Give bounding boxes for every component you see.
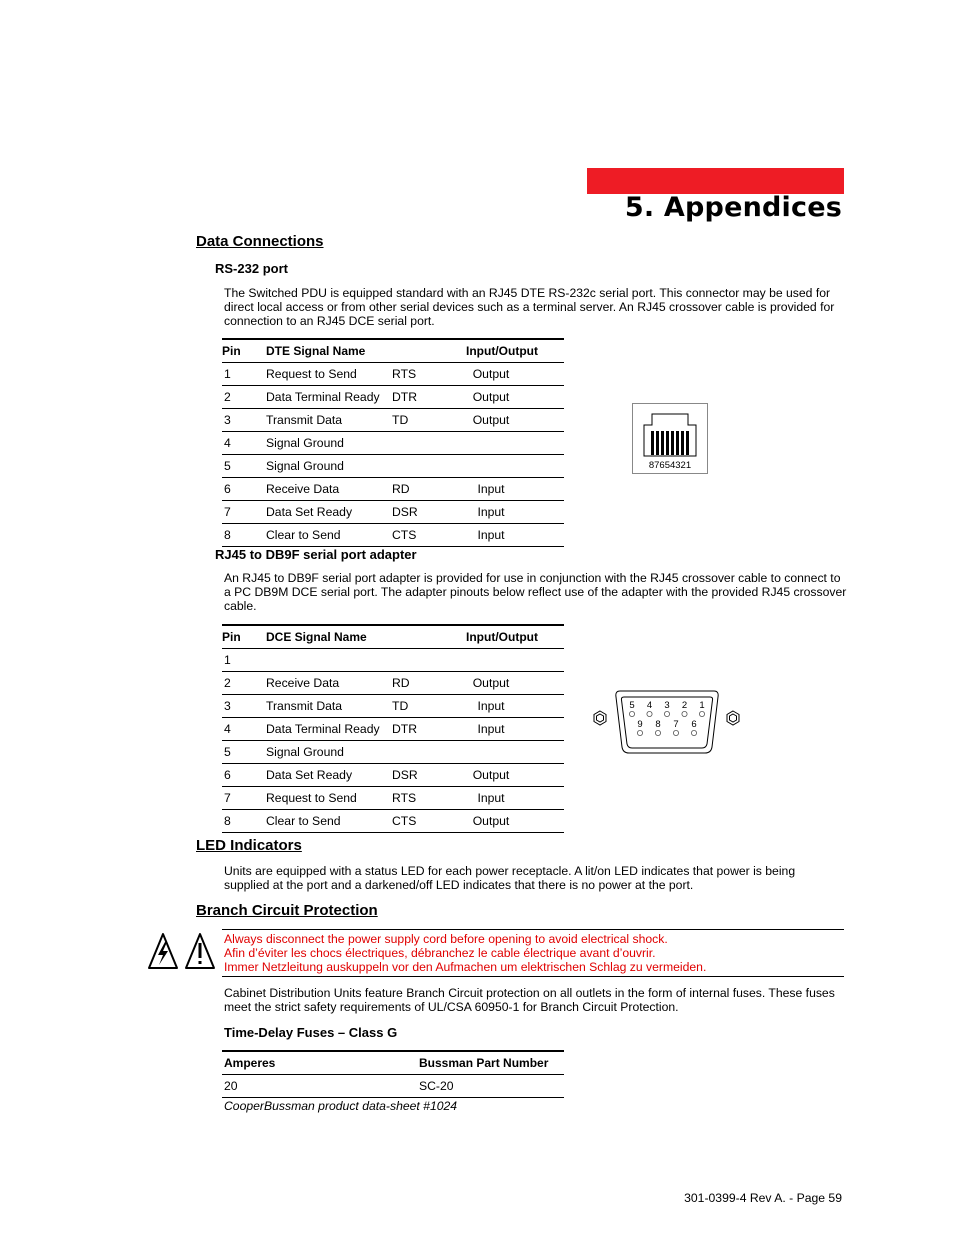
table-row — [222, 695, 564, 718]
cell-direction: Input — [448, 787, 564, 810]
cell-pin: 1 — [222, 363, 266, 386]
warning-bottom-rule — [222, 976, 844, 977]
cell-pin: 4 — [222, 718, 266, 741]
table-header-row — [222, 1051, 564, 1075]
table-row — [222, 718, 564, 741]
table-header-row — [222, 625, 564, 649]
cell-pin: 2 — [222, 386, 266, 409]
header-signal-name: DCE Signal Name — [266, 625, 392, 649]
header-amperes: Amperes — [222, 1051, 419, 1075]
db9-pin-hole — [682, 711, 687, 716]
cell-signal-name: Receive Data — [266, 478, 392, 501]
cell-signal-name: Signal Ground — [266, 432, 392, 455]
db9-connector-icon — [588, 688, 746, 756]
header-pin: Pin — [222, 339, 266, 363]
cell-pin: 1 — [222, 649, 266, 672]
rj45-pin-contact — [671, 431, 674, 455]
table-row — [222, 501, 564, 524]
table-header-row — [222, 339, 564, 363]
chapter-title: 5. Appendices — [624, 192, 842, 223]
cell-pin: 5 — [222, 455, 266, 478]
cell-signal-name: Data Set Ready — [266, 764, 392, 787]
cell-signal-name: Data Terminal Ready — [266, 718, 392, 741]
warning-line-french: Afin d’éviter les chocs électriques, débranchez le cable électrique avant d’ouvrir. — [224, 946, 656, 961]
table-row — [222, 741, 564, 764]
cell-direction: Input — [448, 501, 564, 524]
table-row — [222, 524, 564, 547]
warning-shock-icon — [147, 932, 217, 972]
cell-pin: 3 — [222, 695, 266, 718]
cell-abbrev: CTS — [392, 810, 448, 833]
cell-direction — [448, 432, 564, 455]
cell-abbrev: CTS — [392, 524, 448, 547]
cell-signal-name: Request to Send — [266, 787, 392, 810]
fuse-datasheet-note: CooperBussman product data-sheet #1024 — [224, 1099, 458, 1113]
cell-abbrev: RD — [392, 478, 448, 501]
db9-pin-hole — [664, 711, 669, 716]
cell-signal-name: Receive Data — [266, 672, 392, 695]
table-row — [222, 455, 564, 478]
paragraph-db9: An RJ45 to DB9F serial port adapter is provided for use in conjunction with the RJ45 crossover cable to connect to a PC DB9M DCE serial port. The adapter pinouts below reflect use of the adapter with the provided RJ45 crossover cable. — [224, 571, 847, 614]
cell-direction: Input — [448, 695, 564, 718]
rj45-pin-contact — [681, 431, 684, 455]
db9-pin-hole — [637, 730, 642, 735]
rs232-rows — [222, 363, 564, 547]
cell-pin: 3 — [222, 409, 266, 432]
header-input-output: Input/Output — [448, 339, 564, 363]
db9-pin-label: 3 — [664, 700, 670, 711]
db9-rows — [222, 649, 564, 833]
heading-rs232-port: RS-232 port — [215, 261, 288, 276]
db9-pin-label: 4 — [646, 700, 653, 711]
header-abbrev — [392, 339, 448, 363]
paragraph-branch: Cabinet Distribution Units feature Branch Circuit protection on all outlets in the form of internal fuses. These fuses meet the strict safety requirements of UL/CSA 60950-1 for Branch Circuit Protection. — [224, 986, 835, 1015]
header-signal-name: DTE Signal Name — [266, 339, 392, 363]
db9-pin-label: 5 — [629, 700, 635, 711]
rj45-pin-contact — [651, 431, 654, 455]
page-footer: 301-0399-4 Rev A. - Page 59 — [684, 1191, 842, 1205]
rj45-pin-contact — [666, 431, 669, 455]
table-row — [222, 478, 564, 501]
cell-direction: Input — [448, 718, 564, 741]
heading-fuses: Time-Delay Fuses – Class G — [224, 1025, 398, 1040]
table-db9-pinout — [222, 624, 564, 833]
cell-part-number: SC-20 — [419, 1075, 564, 1098]
cell-direction: Input — [448, 478, 564, 501]
rj45-pin-contact — [656, 431, 659, 455]
rj45-connector-icon — [632, 403, 708, 474]
cell-pin: 5 — [222, 741, 266, 764]
cell-abbrev: TD — [392, 695, 448, 718]
db9-pin-hole — [647, 711, 652, 716]
rj45-pin-contact — [676, 431, 679, 455]
cell-direction: Output — [448, 764, 564, 787]
cell-signal-name: Transmit Data — [266, 409, 392, 432]
cell-signal-name: Transmit Data — [266, 695, 392, 718]
heading-db9-adapter: RJ45 to DB9F serial port adapter — [215, 547, 417, 562]
heading-branch-circuit: Branch Circuit Protection — [196, 902, 378, 919]
cell-direction: Output — [448, 409, 564, 432]
table-row — [222, 672, 564, 695]
db9-pin-label: 9 — [637, 719, 643, 730]
table-fuses — [222, 1050, 564, 1098]
rj45-pin-numbers: 87654321 — [648, 460, 692, 471]
table-row — [222, 649, 564, 672]
table-row — [222, 810, 564, 833]
warning-line-english: Always disconnect the power supply cord before opening to avoid electrical shock. — [224, 932, 668, 946]
db9-pin-hole — [629, 711, 634, 716]
cell-pin: 8 — [222, 810, 266, 833]
cell-direction: Output — [448, 363, 564, 386]
header-pin: Pin — [222, 625, 266, 649]
table-row — [222, 409, 564, 432]
paragraph-led: Units are equipped with a status LED for each power receptacle. A lit/on LED indicates that power is being supplied at the port and a darkened/off LED indicates that there is no power at the port. — [224, 864, 796, 893]
db9-pin-hole — [699, 711, 704, 716]
cell-abbrev: DTR — [392, 386, 448, 409]
cell-signal-name: Signal Ground — [266, 741, 392, 764]
cell-abbrev: DSR — [392, 501, 448, 524]
db9-pin-label: 8 — [655, 719, 661, 730]
cell-abbrev — [392, 432, 448, 455]
cell-abbrev: TD — [392, 409, 448, 432]
rj45-pin-contact — [661, 431, 664, 455]
cell-direction: Output — [448, 672, 564, 695]
cell-pin: 6 — [222, 764, 266, 787]
table-row — [222, 764, 564, 787]
cell-abbrev — [392, 649, 448, 672]
table-row — [222, 432, 564, 455]
cell-pin: 4 — [222, 432, 266, 455]
heading-data-connections: Data Connections — [196, 233, 324, 250]
cell-abbrev: DSR — [392, 764, 448, 787]
cell-pin: 7 — [222, 501, 266, 524]
cell-signal-name: Request to Send — [266, 363, 392, 386]
db9-pin-hole — [655, 730, 660, 735]
table-row — [222, 787, 564, 810]
header-input-output: Input/Output — [448, 625, 564, 649]
cell-signal-name: Clear to Send — [266, 810, 392, 833]
cell-abbrev: RD — [392, 672, 448, 695]
db9-pin-label: 7 — [673, 719, 679, 730]
table-row — [222, 1075, 564, 1098]
header-abbrev — [392, 625, 448, 649]
table-rs232-pinout — [222, 338, 564, 547]
table-row — [222, 386, 564, 409]
cell-signal-name: Data Set Ready — [266, 501, 392, 524]
db9-pin-label: 6 — [691, 719, 697, 730]
cell-abbrev: DTR — [392, 718, 448, 741]
warning-line-german: Immer Netzleitung auskuppeln vor den Aufmachen um elektrischen Schlag zu vermeiden. — [224, 960, 707, 975]
cell-pin: 7 — [222, 787, 266, 810]
db9-pin-label: 2 — [681, 700, 688, 711]
db9-pin-hole — [691, 730, 696, 735]
cell-direction: Output — [448, 386, 564, 409]
db9-pin-hole — [673, 730, 678, 735]
header-part-number: Bussman Part Number — [419, 1051, 564, 1075]
cell-signal-name — [266, 649, 392, 672]
db9-pin-label: 1 — [699, 700, 705, 711]
cell-signal-name: Signal Ground — [266, 455, 392, 478]
cell-direction — [448, 455, 564, 478]
cell-abbrev — [392, 741, 448, 764]
cell-abbrev: RTS — [392, 787, 448, 810]
cell-direction: Output — [448, 810, 564, 833]
table-row — [222, 363, 564, 386]
cell-pin: 2 — [222, 672, 266, 695]
warning-text — [224, 932, 844, 975]
paragraph-rs232: The Switched PDU is equipped standard with an RJ45 DTE RS-232c serial port. This connector may be used for direct local access or from other serial devices such as a terminal server. An RJ45 crossover cable is provided for connection to an RJ45 DCE serial port. — [224, 286, 835, 329]
heading-led-indicators: LED Indicators — [196, 837, 302, 854]
chapter-red-bar — [587, 168, 844, 194]
cell-direction — [448, 741, 564, 764]
cell-amperes: 20 — [222, 1075, 419, 1098]
cell-direction: Input — [448, 524, 564, 547]
cell-abbrev — [392, 455, 448, 478]
cell-pin: 8 — [222, 524, 266, 547]
cell-signal-name: Clear to Send — [266, 524, 392, 547]
warning-top-rule — [222, 929, 844, 930]
cell-abbrev: RTS — [392, 363, 448, 386]
cell-direction — [448, 649, 564, 672]
cell-signal-name: Data Terminal Ready — [266, 386, 392, 409]
cell-pin: 6 — [222, 478, 266, 501]
rj45-pin-contact — [686, 431, 689, 455]
